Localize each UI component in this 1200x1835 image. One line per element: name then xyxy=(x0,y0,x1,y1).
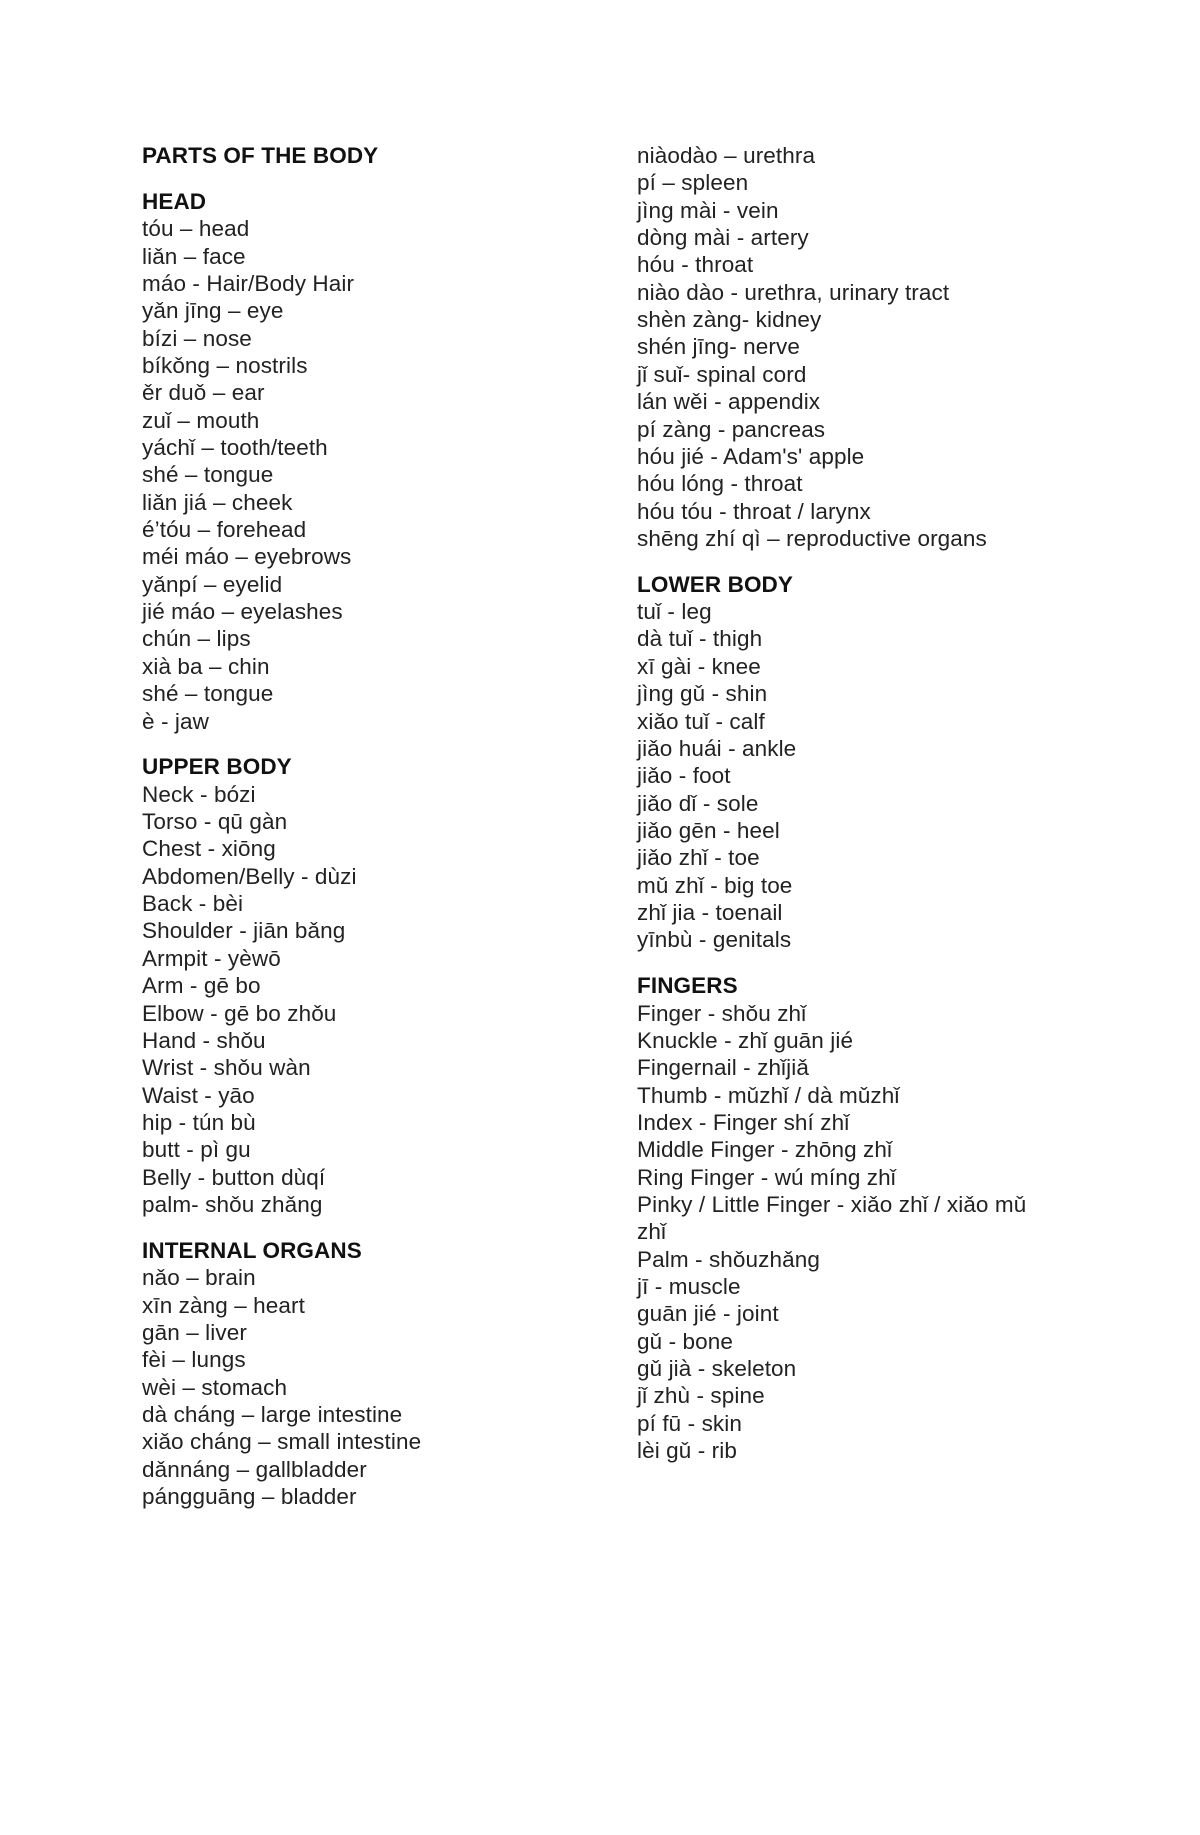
vocab-entry: pí zàng - pancreas xyxy=(637,416,826,442)
vocab-entry: Belly - button dùqí xyxy=(142,1164,326,1190)
vocab-entry: Wrist - shǒu wàn xyxy=(142,1055,311,1081)
vocab-entry: gǔ jià - skeleton xyxy=(637,1356,797,1382)
vocab-entry: yīnbù - genitals xyxy=(637,927,792,953)
vocab-entry: tuǐ - leg xyxy=(637,599,712,625)
vocab-entry: tóu – head xyxy=(142,216,250,242)
vocab-entry: niàodào – urethra xyxy=(637,143,816,168)
vocab-entry: liǎn – face xyxy=(142,243,246,269)
vocab-entry: shé – tongue xyxy=(142,462,274,488)
vocab-entry: lán wěi - appendix xyxy=(637,389,821,415)
vocab-entry: jiǎo gēn - heel xyxy=(637,817,780,843)
vocab-entry: pí – spleen xyxy=(637,170,749,196)
vocab-entry: dà cháng – large intestine xyxy=(142,1401,403,1427)
section-heading-upper-body: UPPER BODY xyxy=(142,754,292,780)
vocab-entry: máo - Hair/Body Hair xyxy=(142,270,355,296)
vocab-entry: bízi – nose xyxy=(142,325,252,351)
vocab-entry: hóu tóu - throat / larynx xyxy=(637,498,871,524)
section-heading-head: HEAD xyxy=(142,188,207,214)
vocab-entry: wèi – stomach xyxy=(142,1374,288,1400)
vocab-entry: ěr duǒ – ear xyxy=(142,380,265,406)
vocab-entry: shén jīng- nerve xyxy=(637,334,800,360)
vocab-entry: lèi gǔ - rib xyxy=(637,1438,737,1464)
vocab-entry: zuǐ – mouth xyxy=(142,407,260,433)
vocab-entry: xià ba – chin xyxy=(142,653,270,679)
vocab-entry: jǐ zhù - spine xyxy=(637,1383,765,1409)
vocab-entry: shèn zàng- kidney xyxy=(637,307,822,333)
vocab-entry: jī - muscle xyxy=(637,1274,741,1299)
vocab-entry: Finger - shǒu zhǐ xyxy=(637,1000,807,1026)
vocab-entry: Fingernail - zhǐjiǎ xyxy=(637,1055,809,1081)
vocab-entry: Waist - yāo xyxy=(142,1082,255,1108)
vocab-entry: jìng mài - vein xyxy=(637,197,779,223)
vocab-entry: Torso - qū gàn xyxy=(142,809,288,835)
vocab-entry: nǎo – brain xyxy=(142,1265,256,1291)
vocab-entry: jǐ suǐ- spinal cord xyxy=(637,361,807,387)
vocab-entry: Elbow - gē bo zhǒu xyxy=(142,1000,337,1026)
vocab-entry: xiǎo cháng – small intestine xyxy=(142,1429,422,1455)
vocab-entry: é’tóu – forehead xyxy=(142,517,307,543)
vocab-entry: Palm - shǒuzhǎng xyxy=(637,1246,820,1272)
vocab-entry: zhǐ jia - toenail xyxy=(637,899,783,925)
vocab-entry: guān jié - joint xyxy=(637,1301,779,1327)
vocab-entry: niào dào - urethra, urinary tract xyxy=(637,279,950,305)
vocab-entry: hip - tún bù xyxy=(142,1109,256,1135)
vocab-entry: gān – liver xyxy=(142,1319,247,1345)
section-heading-fingers: FINGERS xyxy=(637,973,738,999)
vocab-entry: yáchǐ – tooth/teeth xyxy=(142,435,328,460)
vocab-entry: liǎn jiá – cheek xyxy=(142,489,293,515)
vocab-entry: palm- shǒu zhǎng xyxy=(142,1191,323,1217)
vocab-entry: Knuckle - zhǐ guān jié xyxy=(637,1027,854,1053)
vocab-entry: zhǐ xyxy=(637,1219,667,1245)
vocab-entry: Abdomen/Belly - dùzi xyxy=(142,863,357,889)
vocab-entry: jìng gǔ - shin xyxy=(637,681,768,707)
vocab-entry: Ring Finger - wú míng zhǐ xyxy=(637,1164,896,1190)
vocab-entry: Armpit - yèwō xyxy=(142,945,281,971)
vocab-entry: chún – lips xyxy=(142,626,251,652)
vocab-entry: jiǎo - foot xyxy=(637,763,731,789)
vocab-entry: pí fū - skin xyxy=(637,1410,742,1436)
vocab-entry: jiǎo huái - ankle xyxy=(637,735,797,761)
vocab-entry: xiǎo tuǐ - calf xyxy=(637,708,765,734)
vocab-entry: Hand - shǒu xyxy=(142,1027,266,1053)
vocab-entry: pángguāng – bladder xyxy=(142,1483,357,1509)
vocab-entry: hóu lóng - throat xyxy=(637,471,803,497)
vocab-entry: bíkǒng – nostrils xyxy=(142,352,308,378)
vocab-entry: hóu - throat xyxy=(637,252,754,278)
vocab-entry: Middle Finger - zhōng zhǐ xyxy=(637,1137,893,1163)
section-heading-lower-body: LOWER BODY xyxy=(637,571,793,597)
vocab-entry: shé – tongue xyxy=(142,681,274,707)
vocab-entry: dòng mài - artery xyxy=(637,225,809,251)
vocab-entry: butt - pì gu xyxy=(142,1137,251,1163)
vocab-entry: shēng zhí qì – reproductive organs xyxy=(637,525,987,551)
vocab-entry: Pinky / Little Finger - xiǎo zhǐ / xiǎo mǔ xyxy=(637,1191,1027,1217)
vocab-entry: jiǎo dǐ - sole xyxy=(637,790,759,816)
vocab-entry: jiǎo zhǐ - toe xyxy=(637,845,760,871)
vocab-entry: méi máo – eyebrows xyxy=(142,544,352,570)
vocab-entry: Index - Finger shí zhǐ xyxy=(637,1109,850,1135)
vocab-entry: xī gài - knee xyxy=(637,653,761,679)
vocab-entry: Thumb - mǔzhǐ / dà mǔzhǐ xyxy=(637,1082,900,1108)
vocab-entry: dǎnnáng – gallbladder xyxy=(142,1456,367,1482)
vocab-entry: yǎn jīng – eye xyxy=(142,298,284,324)
section-heading-parts-of-the-body: PARTS OF THE BODY xyxy=(142,143,379,168)
vocab-entry: xīn zàng – heart xyxy=(142,1292,305,1318)
vocab-entry: Shoulder - jiān bǎng xyxy=(142,918,346,944)
vocab-entry: Neck - bózi xyxy=(142,781,256,807)
vocab-entry: Chest - xiōng xyxy=(142,836,276,862)
vocab-entry: è - jaw xyxy=(142,708,209,734)
section-heading-internal-organs: INTERNAL ORGANS xyxy=(142,1237,362,1263)
vocab-entry: jié máo – eyelashes xyxy=(142,599,343,625)
vocab-entry: Back - bèi xyxy=(142,891,244,917)
vocab-entry: hóu jié - Adam's' apple xyxy=(637,443,865,469)
vocab-entry: Arm - gē bo xyxy=(142,973,261,999)
vocab-entry: yǎnpí – eyelid xyxy=(142,571,283,597)
vocab-entry: mǔ zhǐ - big toe xyxy=(637,872,793,898)
vocab-entry: gǔ - bone xyxy=(637,1328,733,1354)
vocab-entry: dà tuǐ - thigh xyxy=(637,626,763,652)
vocab-entry: fèi – lungs xyxy=(142,1347,246,1373)
